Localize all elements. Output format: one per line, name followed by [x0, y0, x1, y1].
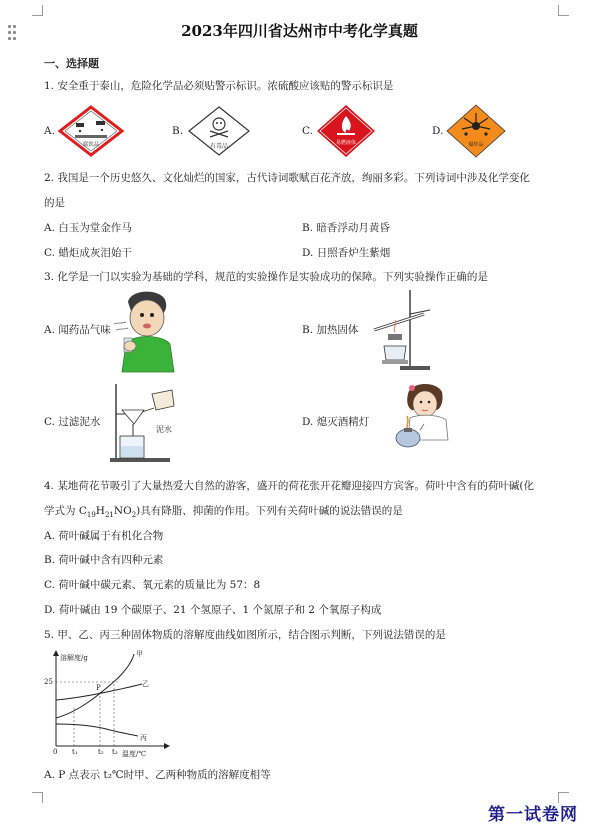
x-axis-arrow: [164, 743, 170, 749]
q3-option-a: A. 闻药品气味: [44, 324, 111, 336]
q2-option-d: D. 日照香炉生紫烟: [302, 247, 391, 259]
q4-option-c: C. 荷叶碱中碳元素、氧元素的质量比为 57：8: [44, 579, 261, 591]
q4-option-b: B. 荷叶碱中含有四种元素: [44, 554, 164, 566]
toxic-sign-icon: [188, 106, 250, 156]
page-corner-mark: [32, 5, 43, 16]
series-yi-label: 乙: [142, 680, 149, 688]
extinguishing-alcohol-lamp-illustration: [398, 380, 452, 464]
flammable-sign-icon: [316, 104, 376, 158]
q1-option-d-letter: D.: [432, 125, 444, 137]
q1-option-a-letter: A.: [44, 125, 55, 137]
q1-option-c-letter: C.: [302, 125, 313, 137]
question-2-stem-line1: 2. 我国是一个历史悠久、文化灿烂的国家，古代诗词歌赋百花齐放，绚丽多彩。下列诗词中涉及化学变化: [44, 172, 530, 184]
corrosive-sign-text: 腐蚀品: [82, 142, 100, 148]
watermark-logo: 第一试卷网: [488, 805, 578, 825]
question-2-stem-line2: 的是: [44, 197, 65, 209]
q5-option-a: A. P 点表示 t₂℃时甲、乙两种物质的溶解度相等: [44, 769, 271, 781]
series-jia-label: 甲: [136, 650, 143, 658]
q3-option-c: C. 过滤泥水: [44, 416, 101, 428]
page-title: 2023年四川省达州市中考化学真题: [181, 22, 418, 40]
point-p-label: P: [96, 684, 101, 692]
q3-option-d: D. 熄灭酒精灯: [302, 416, 370, 428]
series-bing-line: [56, 724, 138, 736]
question-5-stem: 5. 甲、乙、丙三种固体物质的溶解度曲线如图所示，结合图示判断，下列说法错误的是: [44, 629, 446, 641]
toxic-sign-text: 有毒品: [209, 143, 229, 150]
q4-option-a: A. 荷叶碱属于有机化合物: [44, 530, 164, 542]
question-4-stem-line2: 学式为 $C_{19}H_{21}NO_2$)具有降脂、抑菌的作用。下列有关荷叶碱的说法错误的是: [44, 505, 403, 520]
y-tick-25: 25: [44, 678, 53, 686]
corrosive-sign-icon: [58, 106, 124, 156]
q2-option-b: B. 暗香浮动月黄昏: [302, 222, 390, 234]
x-tick-t2: t₂: [98, 748, 104, 756]
y-axis-label: 溶解度/g: [60, 654, 88, 662]
q4-option-d: D. 荷叶碱由 19 个碳原子、21 个氢原子、1 个氮原子和 2 个氧原子构成: [44, 604, 382, 616]
section-heading: 一、选择题: [44, 57, 99, 70]
x-tick-t3: t₃: [112, 748, 118, 756]
flammable-sign-text: 易燃液体: [335, 140, 357, 146]
series-jia-line: [56, 654, 134, 718]
q1-option-b-letter: B.: [172, 125, 184, 137]
x-tick-t1: t₁: [72, 748, 78, 756]
explosive-sign-icon: [446, 104, 506, 158]
question-1-stem: 1. 安全重于泰山，危险化学品必须贴警示标识。浓硫酸应该贴的警示标识是: [44, 80, 394, 92]
q2-option-c: C. 蜡炬成灰泪始干: [44, 247, 132, 259]
explosive-sign-text: 爆炸品: [468, 142, 484, 148]
series-bing-label: 丙: [140, 734, 147, 742]
question-3-stem: 3. 化学是一门以实验为基础的学科，规范的实验操作是实验成功的保障。下列实验操作正确的是: [44, 271, 488, 283]
page-corner-mark: [32, 792, 43, 803]
y-axis-arrow: [53, 650, 59, 656]
heating-solid-apparatus-illustration: [368, 288, 440, 372]
question-4-stem-line1: 4. 某地荷花节吸引了大量热爱大自然的游客，盛开的荷花张开花瓣迎接四方宾客。荷叶中含有的荷叶碱(化: [44, 480, 534, 492]
solubility-curve-chart: [38, 648, 188, 760]
page-corner-mark: [558, 5, 569, 16]
x-axis-label: 温度/℃: [122, 750, 147, 758]
filtering-mud-water-illustration: [108, 380, 188, 464]
mud-water-label: 泥水: [156, 425, 172, 434]
q2-option-a: A. 白玉为堂金作马: [44, 222, 132, 234]
x-tick-0: 0: [53, 748, 58, 756]
q3-option-b: B. 加热固体: [302, 324, 359, 336]
smelling-chemical-illustration: [112, 288, 182, 372]
